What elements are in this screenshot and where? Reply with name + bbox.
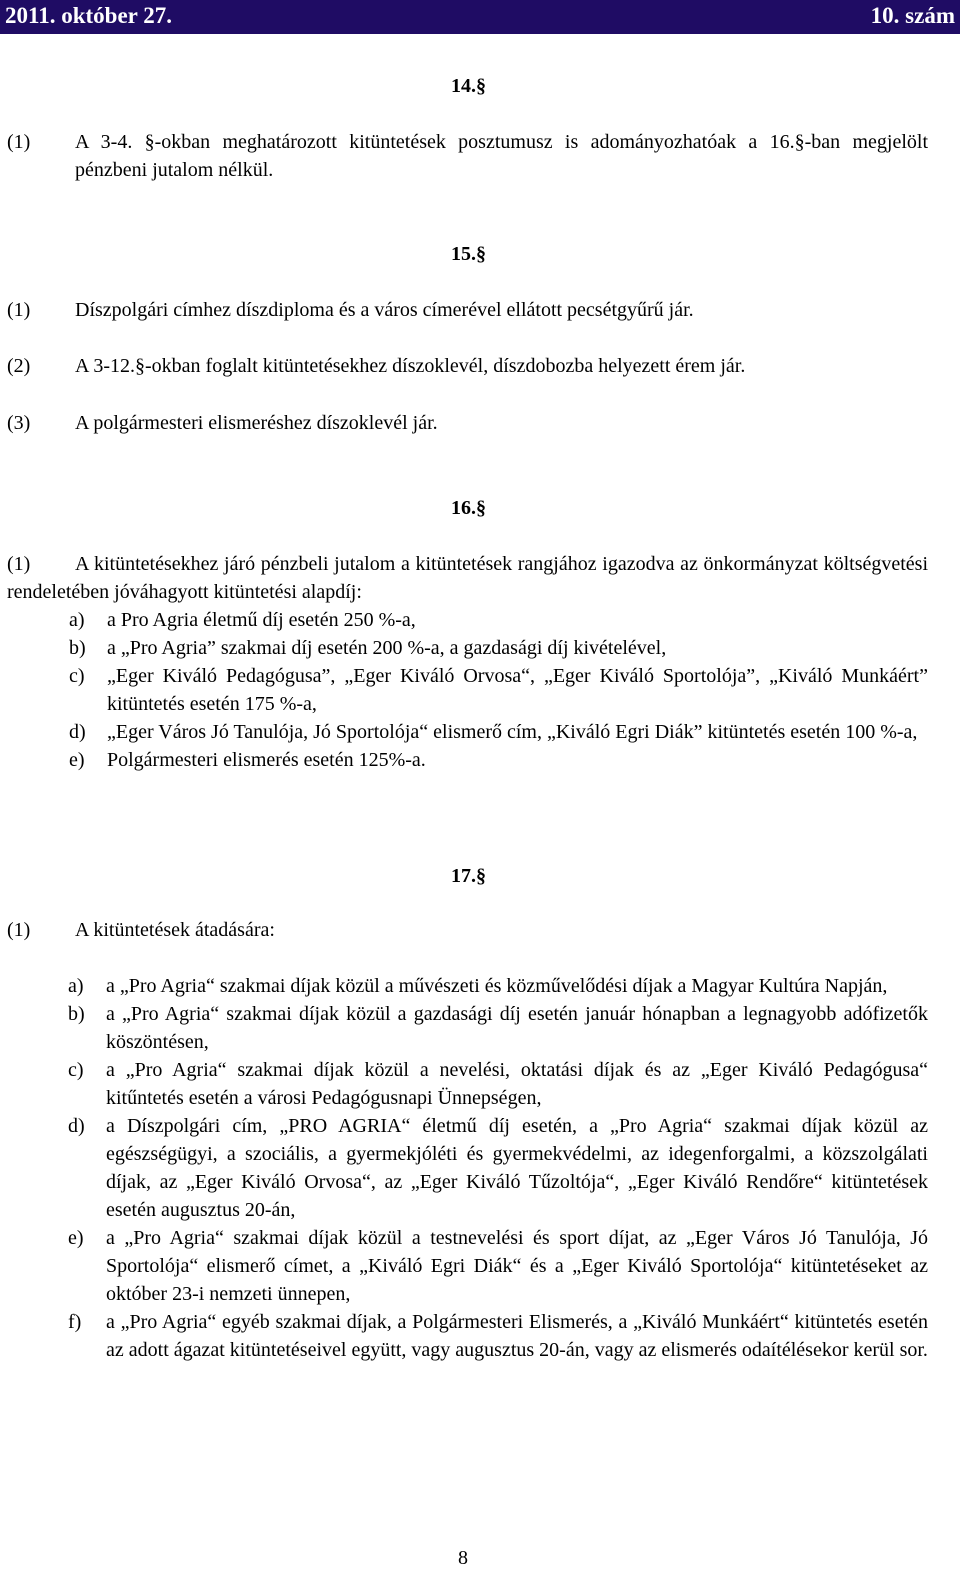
list-item-text: a „Pro Agria“ szakmai díjak közül a művészeti és közművelődési díjak a Magyar Kultúra Napján,	[106, 975, 888, 997]
issue-number: 10. szám	[870, 3, 955, 28]
list-item	[69, 606, 928, 634]
list-item-text: a „Pro Agria“ szakmai díjak közül a testnevelési és sport díjat, az „Eger Város Jó Tanulója, Jó Sportolója“ elismerő címet, a „Kiváló Egri Diák“ és a „Eger Kiváló Sportolója“ kitüntetéseket az október 23-i nemzeti ünnepen,	[106, 1227, 928, 1305]
list-item-letter: f)	[68, 1311, 82, 1333]
section-15-paragraph-3	[7, 409, 928, 437]
list-item	[68, 1000, 928, 1056]
paragraph-number: (1)	[7, 553, 31, 575]
paragraph-number: (1)	[7, 919, 31, 941]
list-item-letter: e)	[69, 749, 85, 771]
list-item	[68, 1224, 928, 1308]
list-item-letter: d)	[69, 721, 86, 743]
list-item-text: a „Pro Agria“ szakmai díjak közül a nevelési, oktatási díjak és az „Eger Kiváló Pedagógusa“ kitűntetés esetén a városi Pedagógusnapi Ünnepségen,	[106, 1059, 928, 1109]
list-item-letter: b)	[69, 637, 86, 659]
paragraph-text: A polgármesteri elismeréshez díszoklevél jár.	[75, 412, 438, 434]
list-item-letter: e)	[68, 1227, 84, 1249]
section-15-paragraph-1	[7, 296, 928, 324]
paragraph-number: (1)	[7, 131, 31, 153]
page-number: 8	[458, 1547, 468, 1569]
list-item	[68, 1112, 928, 1224]
list-item-letter: c)	[69, 665, 85, 687]
paragraph-number: (2)	[7, 355, 31, 377]
section-16-paragraph-1	[7, 550, 928, 774]
page-header	[0, 0, 960, 34]
section-16-title: 16.§	[451, 497, 486, 519]
list-item-letter: d)	[68, 1115, 85, 1137]
list-item	[69, 662, 928, 718]
list-item	[69, 718, 928, 746]
list-item	[68, 1308, 928, 1364]
list-item-text: a Díszpolgári cím, „PRO AGRIA“ életmű díj esetén, a „Pro Agria“ szakmai díjak közül az egészségügyi, a szociális, a gyermekjóléti és gyermekvédelmi, az idegenforgalmi, a közszolgálati díjak, az „Eger Kiváló Orvosa“, az „Eger Kiváló Tűzoltója“, „Eger Kiváló Rendőre“ kitüntetések esetén augusztus 20-án,	[106, 1115, 928, 1221]
list-item	[68, 972, 928, 1000]
section-15-title: 15.§	[451, 243, 486, 265]
paragraph-text: A 3-12.§-okban foglalt kitüntetésekhez díszoklevél, díszdobozba helyezett érem jár.	[75, 355, 746, 377]
section-17-paragraph-1	[7, 916, 928, 944]
section-14-paragraph-1	[7, 128, 928, 184]
list-item-text: a „Pro Agria” szakmai díj esetén 200 %-a, a gazdasági díj kivételével,	[107, 637, 667, 659]
award-list	[69, 606, 928, 774]
list-item	[69, 634, 928, 662]
list-item-text: „Eger Város Jó Tanulója, Jó Sportolója“ elismerő cím, „Kiváló Egri Diák” kitüntetés esetén 100 %-a,	[107, 721, 918, 743]
list-item	[69, 746, 928, 774]
list-item	[68, 1056, 928, 1112]
list-item-text: a „Pro Agria“ szakmai díjak közül a gazdasági díj esetén január hónapban a legnagyobb adófizetők köszöntésen,	[106, 1003, 928, 1053]
ceremony-list	[68, 972, 928, 1364]
list-item-text: „Eger Kiváló Pedagógusa”, „Eger Kiváló Orvosa“, „Eger Kiváló Sportolója”, „Kiváló Munkáért” kitüntetés esetén 175 %-a,	[107, 665, 928, 715]
paragraph-text: A 3-4. §-okban meghatározott kitüntetések posztumusz is adományozhatóak a 16.§-ban megjelölt pénzbeni jutalom nélkül.	[75, 131, 928, 181]
paragraph-text: A kitüntetések átadására:	[75, 919, 275, 941]
list-item-letter: c)	[68, 1059, 84, 1081]
paragraph-text: A kitüntetésekhez járó pénzbeli jutalom a kitüntetések rangjához igazodva az önkormányzat költségvetési rendeletében jóváhagyott kitüntetési alapdíj:	[7, 553, 928, 603]
list-item-letter: a)	[69, 609, 85, 631]
section-17-title: 17.§	[451, 865, 486, 887]
section-14-title: 14.§	[451, 75, 486, 97]
section-15-paragraph-2	[7, 352, 928, 380]
list-item-letter: a)	[68, 975, 84, 997]
issue-date: 2011. október 27.	[5, 3, 172, 28]
paragraph-text: Díszpolgári címhez díszdiploma és a város címerével ellátott pecsétgyűrű jár.	[75, 299, 694, 321]
list-item-text: a „Pro Agria“ egyéb szakmai díjak, a Polgármesteri Elismerés, a „Kiváló Munkáért“ kitüntetés esetén az adott ágazat kitüntetéseivel együtt, vagy augusztus 20-án, vagy az elismerés odaítélésekor kerül sor.	[106, 1311, 928, 1361]
paragraph-number: (1)	[7, 299, 31, 321]
list-item-text: Polgármesteri elismerés esetén 125%-a.	[107, 749, 426, 771]
paragraph-number: (3)	[7, 412, 31, 434]
list-item-letter: b)	[68, 1003, 85, 1025]
list-item-text: a Pro Agria életmű díj esetén 250 %-a,	[107, 609, 416, 631]
